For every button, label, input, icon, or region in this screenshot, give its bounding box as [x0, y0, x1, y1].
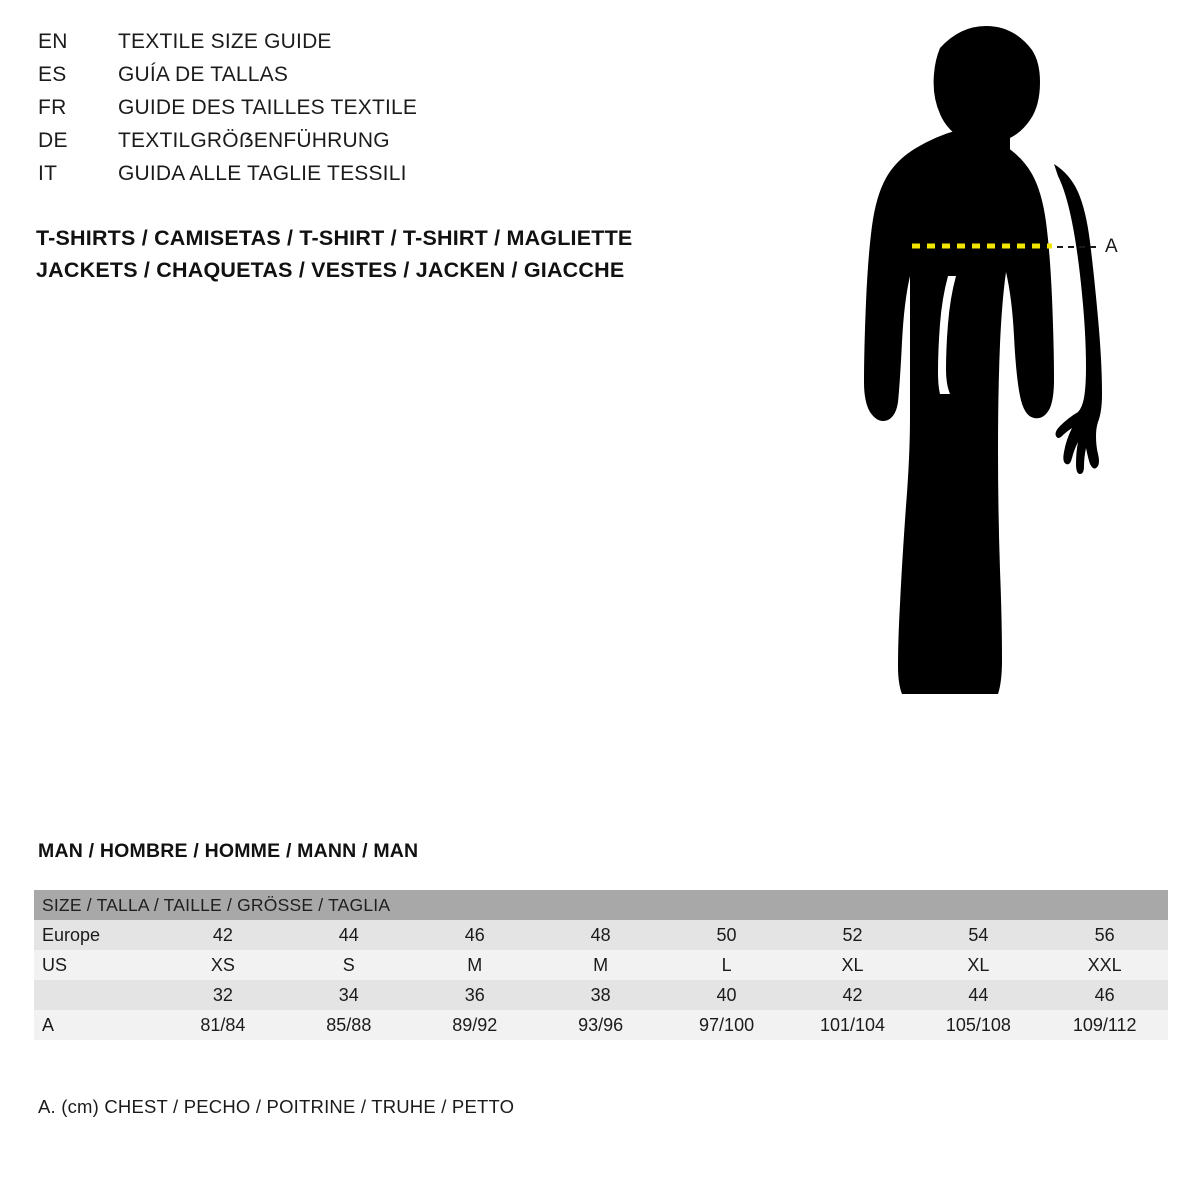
- language-row: [38, 30, 738, 63]
- cell-value: M: [412, 950, 538, 980]
- cell-value: 46: [1041, 980, 1168, 1010]
- language-code: EN: [38, 30, 68, 53]
- cell-value: 38: [538, 980, 664, 1010]
- measure-leader-line: [1057, 246, 1097, 248]
- cell-value: M: [538, 950, 664, 980]
- cell-value: 46: [412, 920, 538, 950]
- male-silhouette-figure: [800, 18, 1180, 788]
- cell-value: 56: [1041, 920, 1168, 950]
- cell-value: 42: [160, 920, 286, 950]
- language-title-block: [38, 30, 738, 195]
- language-code: FR: [38, 96, 67, 119]
- cell-value: S: [286, 950, 412, 980]
- cell-value: 105/108: [915, 1010, 1041, 1040]
- row-label-chest: A: [34, 1010, 160, 1040]
- table-group-title: MAN / HOMBRE / HOMME / MANN / MAN: [38, 840, 419, 862]
- cell-value: 44: [915, 980, 1041, 1010]
- table-row: [34, 980, 1168, 1010]
- measure-label-a: A: [1105, 236, 1119, 257]
- language-row: [38, 129, 738, 162]
- row-label-us: US: [34, 950, 160, 980]
- table-header-label: SIZE / TALLA / TAILLE / GRÖSSE / TAGLIA: [34, 890, 1168, 920]
- language-title: GUIDA ALLE TAGLIE TESSILI: [118, 162, 407, 185]
- silhouette-icon: [800, 18, 1180, 788]
- language-row: [38, 162, 738, 195]
- cell-value: 48: [538, 920, 664, 950]
- cell-value: 50: [664, 920, 790, 950]
- cell-value: 93/96: [538, 1010, 664, 1040]
- cell-value: 36: [412, 980, 538, 1010]
- language-code: IT: [38, 162, 58, 185]
- cell-value: L: [664, 950, 790, 980]
- language-code: DE: [38, 129, 68, 152]
- language-title: TEXTILE SIZE GUIDE: [118, 30, 332, 53]
- language-row: [38, 96, 738, 129]
- language-row: [38, 63, 738, 96]
- cell-value: 85/88: [286, 1010, 412, 1040]
- table-row: [34, 950, 1168, 980]
- row-label-numeric: [34, 980, 160, 1010]
- cell-value: 81/84: [160, 1010, 286, 1040]
- cell-value: 32: [160, 980, 286, 1010]
- cell-value: XL: [915, 950, 1041, 980]
- category-tshirts: T-SHIRTS / CAMISETAS / T-SHIRT / T-SHIRT / MAGLIETTE: [36, 226, 633, 250]
- category-jackets: JACKETS / CHAQUETAS / VESTES / JACKEN / GIACCHE: [36, 258, 625, 282]
- language-title: GUÍA DE TALLAS: [118, 63, 289, 86]
- row-label-europe: Europe: [34, 920, 160, 950]
- cell-value: XS: [160, 950, 286, 980]
- cell-value: 40: [664, 980, 790, 1010]
- cell-value: XL: [790, 950, 916, 980]
- language-code: ES: [38, 63, 67, 86]
- garment-category-block: [36, 222, 796, 286]
- cell-value: XXL: [1041, 950, 1168, 980]
- table-row: [34, 920, 1168, 950]
- table-footnote: A. (cm) CHEST / PECHO / POITRINE / TRUHE / PETTO: [38, 1096, 515, 1117]
- cell-value: 52: [790, 920, 916, 950]
- size-table: [34, 890, 1168, 1040]
- language-title: GUIDE DES TAILLES TEXTILE: [118, 96, 418, 119]
- language-title: TEXTILGRÖẞENFÜHRUNG: [118, 129, 390, 152]
- cell-value: 109/112: [1041, 1010, 1168, 1040]
- cell-value: 89/92: [412, 1010, 538, 1040]
- cell-value: 101/104: [790, 1010, 916, 1040]
- cell-value: 34: [286, 980, 412, 1010]
- cell-value: 54: [915, 920, 1041, 950]
- table-row: [34, 1010, 1168, 1040]
- table-row: [34, 890, 1168, 920]
- cell-value: 97/100: [664, 1010, 790, 1040]
- cell-value: 42: [790, 980, 916, 1010]
- cell-value: 44: [286, 920, 412, 950]
